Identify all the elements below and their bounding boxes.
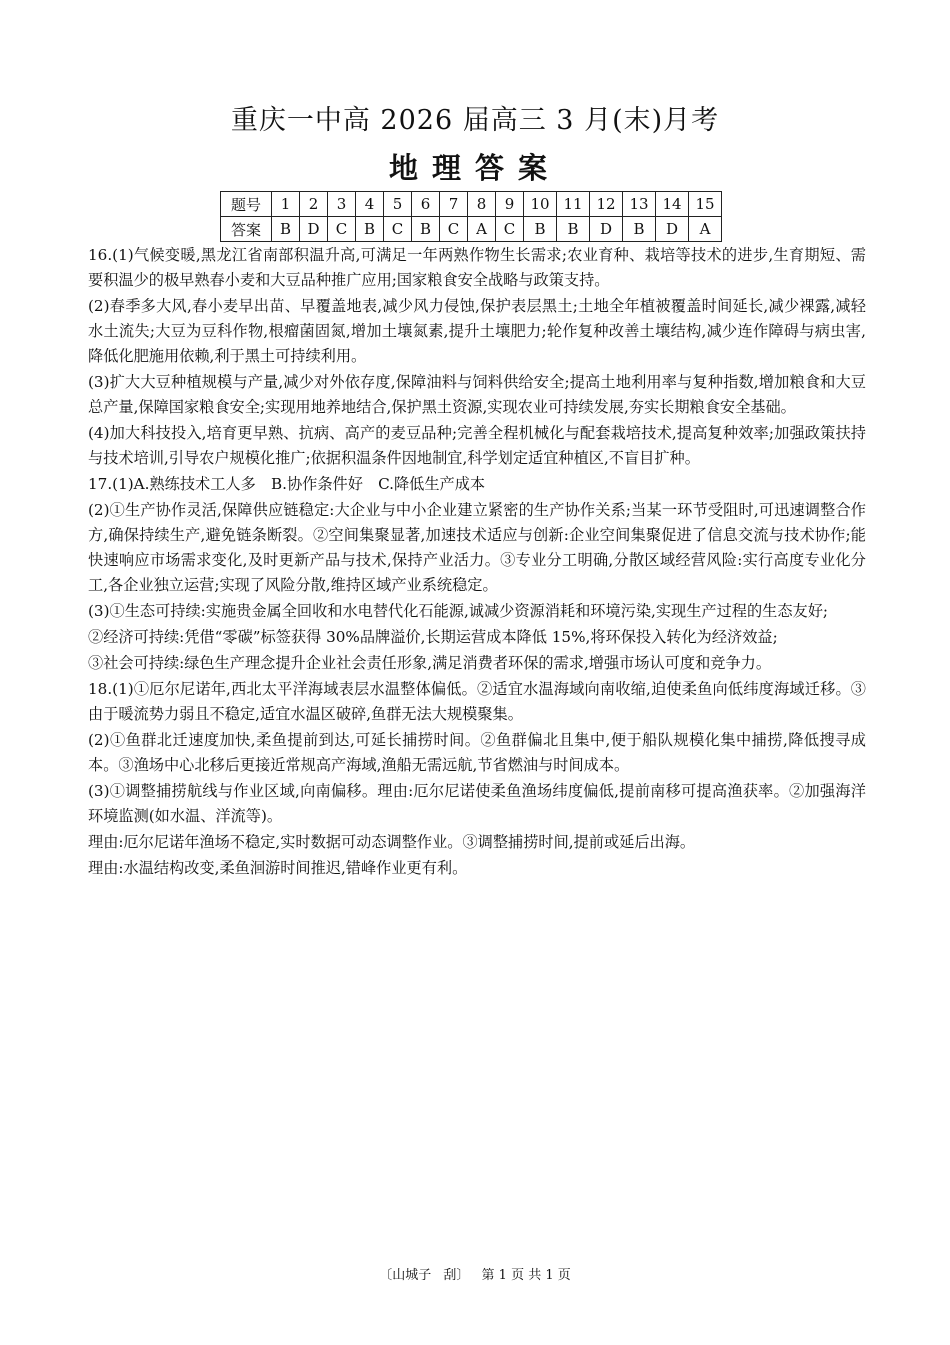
answer-paragraph: 18.(1)①厄尔尼诺年,西北太平洋海域表层水温整体偏低。②适宜水温海域向南收缩,迫使柔鱼向低纬度海域迁移。③由于暖流势力弱且不稳定,适宜水温区破碎,鱼群无法大规模聚集。 <box>88 680 866 723</box>
answer-cell: B <box>524 217 557 242</box>
answer-cell: D <box>590 217 623 242</box>
answer-cell: B <box>356 217 384 242</box>
question-number: 3 <box>328 192 356 217</box>
answer-cell: C <box>440 217 468 242</box>
answer-body <box>88 243 866 882</box>
answer-paragraph: 理由:水温结构改变,柔鱼洄游时间推迟,错峰作业更有利。 <box>88 859 468 877</box>
question-number: 13 <box>623 192 656 217</box>
answer-paragraph: (3)①生态可持续:实施贵金属全回收和水电替代化石能源,诚减少资源消耗和环境污染,实现生产过程的生态友好; <box>88 602 829 620</box>
footer-left: 〔山城子 <box>379 1268 432 1283</box>
answer-paragraph: ③社会可持续:绿色生产理念提升企业社会责任形象,满足消费者环保的需求,增强市场认可度和竞争力。 <box>88 654 772 672</box>
answer-header: 答案 <box>221 217 272 242</box>
answer-paragraph: (4)加大科技投入,培育更早熟、抗病、高产的麦豆品种;完善全程机械化与配套栽培技术,提高复种效率;加强政策扶持与技术培训,引导农户规模化推广;依据积温条件因地制宜,科学划定适宜种植区,不盲目扩种。 <box>88 424 866 467</box>
question-number-row <box>221 192 722 217</box>
answer-cell: D <box>656 217 689 242</box>
question-number: 4 <box>356 192 384 217</box>
answer-paragraph: (3)扩大大豆种植规模与产量,减少对外依存度,保障油料与饲料供给安全;提高土地利用率与复种指数,增加粮食和大豆总产量,保障国家粮食安全;实现用地养地结合,保护黑土资源,实现农业可持续发展,夯实长期粮食安全基础。 <box>88 373 866 416</box>
page-footer <box>0 1264 950 1283</box>
question-header: 题号 <box>221 192 272 217</box>
answer-cell: D <box>300 217 328 242</box>
answer-cell: B <box>412 217 440 242</box>
question-number: 14 <box>656 192 689 217</box>
answer-paragraph: 16.(1)气候变暖,黑龙江省南部积温升高,可满足一年两熟作物生长需求;农业育种、栽培等技术的进步,生育期短、需要积温少的极早熟春小麦和大豆品种推广应用;国家粮食安全战略与政策支持。 <box>88 246 866 289</box>
answer-paragraph: (2)①鱼群北迁速度加快,柔鱼提前到达,可延长捕捞时间。②鱼群偏北且集中,便于船队规模化集中捕捞,降低搜寻成本。③渔场中心北移后更接近常规高产海域,渔船无需远航,节省燃油与时间成本。 <box>88 731 866 774</box>
page-number: 第 1 页 共 1 页 <box>481 1268 571 1283</box>
question-number: 6 <box>412 192 440 217</box>
answer-paragraph: 理由:厄尔尼诺年渔场不稳定,实时数据可动态调整作业。③调整捕捞时间,提前或延后出海。 <box>88 833 696 851</box>
question-number: 1 <box>272 192 300 217</box>
question-number: 5 <box>384 192 412 217</box>
question-number: 10 <box>524 192 557 217</box>
question-number: 2 <box>300 192 328 217</box>
answer-table <box>220 191 722 242</box>
answer-cell: C <box>384 217 412 242</box>
answer-cell: B <box>272 217 300 242</box>
answer-paragraph: (3)①调整捕捞航线与作业区域,向南偏移。理由:厄尔尼诺使柔鱼渔场纬度偏低,提前南移可提高渔获率。②加强海洋环境监测(如水温、洋流等)。 <box>88 782 866 825</box>
footer-mid: 刮〕 <box>443 1268 470 1283</box>
answer-cell: C <box>496 217 524 242</box>
question-number: 15 <box>689 192 722 217</box>
answer-row <box>221 217 722 242</box>
exam-title: 重庆一中高 2026 届高三 3 月(末)月考 <box>230 105 720 136</box>
answer-cell: A <box>689 217 722 242</box>
question-number: 8 <box>468 192 496 217</box>
answer-cell: C <box>328 217 356 242</box>
question-number: 7 <box>440 192 468 217</box>
answer-paragraph: (2)春季多大风,春小麦早出苗、早覆盖地表,减少风力侵蚀,保护表层黑土;土地全年植被覆盖时间延长,减少裸露,减轻水土流失;大豆为豆科作物,根瘤菌固氮,增加土壤氮素,提升土壤肥力;轮作复种改善土壤结构,减少连作障碍与病虫害,降低化肥施用依赖,利于黑土可持续利用。 <box>88 297 866 365</box>
question-number: 9 <box>496 192 524 217</box>
answer-paragraph: ②经济可持续:凭借“零碳”标签获得 30%品牌溢价,长期运营成本降低 15%,将环保投入转化为经济效益; <box>88 628 778 646</box>
question-number: 12 <box>590 192 623 217</box>
question-number: 11 <box>557 192 590 217</box>
answer-cell: A <box>468 217 496 242</box>
answer-cell: B <box>557 217 590 242</box>
answer-paragraph: (2)①生产协作灵活,保障供应链稳定:大企业与中小企业建立紧密的生产协作关系;当某一环节受阻时,可迅速调整合作方,确保持续生产,避免链条断裂。②空间集聚显著,加速技术适应与创新:企业空间集聚促进了信息交流与技术协作;能快速响应市场需求变化,及时更新产品与技术,保持产业活力。③专业分工明确,分散区域经营风险:实行高度专业化分工,各企业独立运营;实现了风险分散,维持区域产业系统稳定。 <box>88 501 866 594</box>
answer-cell: B <box>623 217 656 242</box>
answer-paragraph: 17.(1)A.熟练技术工人多 B.协作条件好 C.降低生产成本 <box>88 475 486 493</box>
subject-title: 地理答案 <box>388 151 561 185</box>
